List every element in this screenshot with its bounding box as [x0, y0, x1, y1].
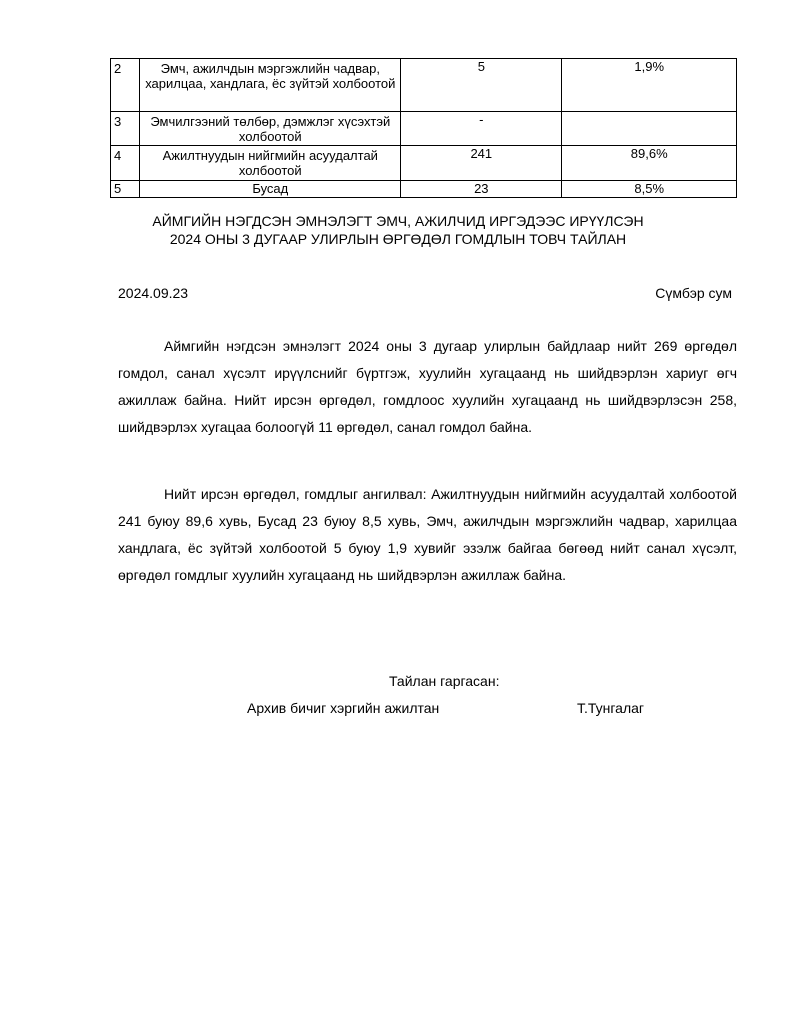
- report-title-line1: АЙМГИЙН НЭГДСЭН ЭМНЭЛЭГТ ЭМЧ, АЖИЛЧИД ИРГЭДЭЭС ИРҮҮЛСЭН: [152, 213, 644, 229]
- report-date: 2024.09.23: [118, 285, 189, 301]
- row-number: 5: [111, 181, 140, 198]
- signature-role: Архив бичиг хэргийн ажилтан: [247, 700, 440, 716]
- row-category: Бусад: [140, 181, 401, 198]
- row-category: Эмч, ажилчдын мэргэжлийн чадвар, харилцаа, хандлага, ёс зүйтэй холбоотой: [140, 59, 401, 112]
- row-percent: 89,6%: [562, 146, 737, 181]
- row-percent: 8,5%: [562, 181, 737, 198]
- row-category: Ажилтнуудын нийгмийн асуудалтай холбоотой: [140, 146, 401, 181]
- row-percent: [562, 112, 737, 146]
- report-title-line2: 2024 ОНЫ 3 ДУГААР УЛИРЛЫН ӨРГӨДӨЛ ГОМДЛЫН ТОВЧ ТАЙЛАН: [169, 231, 627, 247]
- row-category: Эмчилгээний төлбөр, дэмжлэг хүсэхтэй холбоотой: [140, 112, 401, 146]
- report-title: [80, 212, 716, 248]
- row-count: 5: [401, 59, 562, 112]
- report-place: Сүмбэр сум: [655, 285, 732, 301]
- signature-name: Т.Тунгалаг: [577, 700, 645, 716]
- body-paragraph-1: Аймгийн нэгдсэн эмнэлэгт 2024 оны 3 дугаар улирлын байдлаар нийт 269 өргөдөл гомдол, санал хүсэлт ирүүлснийг бүртгэж, хуулийн хугацаанд нь шийдвэрлэн хариуг өгч ажиллаж байна. Нийт ирсэн өргөдөл, гомдлоос хуулийн хугацаанд нь шийдвэрлэсэн 258, шийдвэрлэх хугацаа болоогүй 11 өргөдөл, санал гомдол байна.: [118, 338, 737, 435]
- row-number: 4: [111, 146, 140, 181]
- row-count: 23: [401, 181, 562, 198]
- table-row: [111, 59, 737, 112]
- table-row: [111, 181, 737, 198]
- row-number: 2: [111, 59, 140, 112]
- table-row: [111, 146, 737, 181]
- signature-heading: Тайлан гаргасан:: [389, 673, 500, 689]
- row-count: 241: [401, 146, 562, 181]
- body-paragraph-2: Нийт ирсэн өргөдөл, гомдлыг ангилвал: Ажилтнуудын нийгмийн асуудалтай холбоотой 241 буюу 89,6 хувь, Бусад 23 буюу 8,5 хувь, Эмч, ажилчдын мэргэжлийн чадвар, харилцаа хандлага, ёс зүйтэй холбоотой 5 буюу 1,9 хувийг эзэлж байгаа бөгөөд нийт санал хүсэлт, өргөдөл гомдлыг хуулийн хугацаанд нь шийдвэрлэн ажиллаж байна.: [118, 486, 737, 583]
- row-number: 3: [111, 112, 140, 146]
- row-count: -: [401, 112, 562, 146]
- table-row: [111, 112, 737, 146]
- complaints-table: [110, 58, 737, 198]
- row-percent: 1,9%: [562, 59, 737, 112]
